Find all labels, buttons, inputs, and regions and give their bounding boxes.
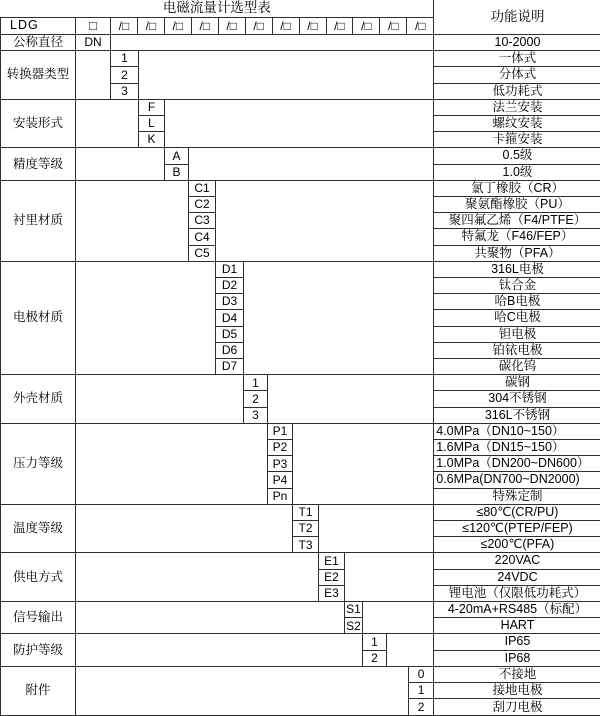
- label-converter-type: 转换器类型: [1, 51, 76, 100]
- code-accuracy-A: A: [165, 148, 189, 164]
- code-lining-C1: C1: [189, 180, 216, 196]
- model-slot-cell: /□: [327, 18, 354, 34]
- spacer: [76, 553, 319, 602]
- code-power-E3: E3: [319, 585, 345, 601]
- code-electrode-D4: D4: [216, 310, 244, 326]
- code-lining-C5: C5: [189, 245, 216, 261]
- spacer: [319, 504, 434, 553]
- desc-converter-1: 一体式: [434, 51, 600, 67]
- code-housing-3: 3: [244, 407, 268, 423]
- desc-protection-2: IP68: [434, 650, 600, 666]
- spacer: [76, 180, 189, 261]
- desc-install-F: 法兰安装: [434, 99, 600, 115]
- desc-install-L: 螺纹安装: [434, 115, 600, 131]
- desc-temperature-T2: ≤120℃(PTEP/FEP): [434, 521, 600, 537]
- spacer: [165, 99, 434, 148]
- spacer: [76, 666, 409, 715]
- desc-lining-C5: 共聚物（PFA）: [434, 245, 600, 261]
- spacer: [76, 148, 165, 180]
- desc-protection-1: IP65: [434, 634, 600, 650]
- code-temperature-T3: T3: [293, 537, 319, 553]
- spacer: [345, 553, 434, 602]
- model-slot-cell: /□: [353, 18, 380, 34]
- desc-power-E1: 220VAC: [434, 553, 600, 569]
- code-pressure-Pn: Pn: [268, 488, 293, 504]
- model-slot-cell: /□: [111, 18, 138, 34]
- code-accessory-0: 0: [409, 666, 434, 682]
- label-lining-material: 衬里材质: [1, 180, 76, 261]
- code-pressure-P3: P3: [268, 456, 293, 472]
- desc-accessory-1: 接地电极: [434, 683, 600, 699]
- spacer: [76, 504, 293, 553]
- spacer: [363, 602, 434, 634]
- desc-lining-C4: 特氟龙（F46/FEP）: [434, 229, 600, 245]
- label-power-supply: 供电方式: [1, 553, 76, 602]
- desc-power-E3: 锂电池（仅限低功耗式）: [434, 585, 600, 601]
- code-electrode-D6: D6: [216, 342, 244, 358]
- code-power-E2: E2: [319, 569, 345, 585]
- code-accuracy-B: B: [165, 164, 189, 180]
- desc-converter-2: 分体式: [434, 67, 600, 83]
- spacer: [216, 180, 434, 261]
- table-title: 电磁流量计选型表: [1, 0, 434, 17]
- code-electrode-D1: D1: [216, 261, 244, 277]
- code-accessory-2: 2: [409, 699, 434, 716]
- code-pressure-P1: P1: [268, 423, 293, 439]
- label-protection-rating: 防护等级: [1, 634, 76, 666]
- label-temperature-rating: 温度等级: [1, 504, 76, 553]
- desc-housing-2: 304不锈钢: [434, 391, 600, 407]
- desc-converter-3: 低功耗式: [434, 83, 600, 99]
- spacer: [268, 375, 434, 424]
- desc-accessory-0: 不接地: [434, 666, 600, 682]
- desc-electrode-D1: 316L电极: [434, 261, 600, 277]
- desc-lining-C3: 聚四氟乙烯（F4/PTFE）: [434, 213, 600, 229]
- spacer: [76, 99, 139, 148]
- desc-temperature-T3: ≤200℃(PFA): [434, 537, 600, 553]
- label-nominal-diameter: 公称直径: [1, 34, 76, 50]
- spacer: [139, 51, 434, 100]
- spacer: [76, 375, 244, 424]
- code-converter-1: 1: [111, 51, 139, 67]
- desc-install-K: 卡箍安装: [434, 132, 600, 148]
- desc-electrode-D4: 哈C电极: [434, 310, 600, 326]
- model-slot-row: [111, 18, 433, 34]
- desc-lining-C1: 氯丁橡胶（CR）: [434, 180, 600, 196]
- desc-pressure-P4: 0.6MPa(DN700~DN2000): [434, 472, 600, 488]
- desc-electrode-D5: 钽电极: [434, 326, 600, 342]
- model-slot-cell: /□: [300, 18, 327, 34]
- code-electrode-D7: D7: [216, 359, 244, 375]
- label-installation-type: 安装形式: [1, 99, 76, 148]
- spacer: [189, 148, 434, 180]
- spacer: [76, 261, 216, 374]
- code-pressure-P2: P2: [268, 440, 293, 456]
- desc-pressure-P3: 1.0MPa（DN200~DN600）: [434, 456, 600, 472]
- code-signal-S1: S1: [346, 602, 361, 617]
- model-slot-cell: /□: [246, 18, 273, 34]
- label-signal-output: 信号输出: [1, 602, 76, 634]
- code-install-F: F: [139, 99, 165, 115]
- code-nominal-diameter-DN: DN: [76, 34, 111, 50]
- desc-accuracy-B: 1.0级: [434, 164, 600, 180]
- desc-electrode-D7: 碳化钨: [434, 359, 600, 375]
- code-accessory-1: 1: [409, 683, 434, 699]
- desc-signal-S1: 4-20mA+RS485（标配）: [434, 602, 600, 618]
- model-slot-cell: /□: [414, 18, 426, 33]
- spacer: [76, 423, 268, 504]
- label-electrode-material: 电极材质: [1, 261, 76, 374]
- spacer: [244, 261, 434, 374]
- code-lining-C2: C2: [189, 196, 216, 212]
- desc-power-E2: 24VDC: [434, 569, 600, 585]
- code-pressure-P4: P4: [268, 472, 293, 488]
- code-power-E1: E1: [319, 553, 345, 569]
- model-slot-cell: /□: [219, 18, 246, 34]
- code-converter-2: 2: [111, 67, 139, 83]
- code-lining-C4: C4: [189, 229, 216, 245]
- desc-housing-3: 316L不锈钢: [434, 407, 600, 423]
- model-box-cell: □: [76, 17, 111, 34]
- code-protection-2: 2: [363, 650, 387, 666]
- code-protection-1: 1: [363, 634, 387, 650]
- code-converter-3: 3: [111, 83, 139, 99]
- model-slot-cell: /□: [165, 18, 192, 34]
- desc-temperature-T1: ≤80℃(CR/PU): [434, 504, 600, 520]
- desc-pressure-P2: 1.6MPa（DN15~150）: [434, 440, 600, 456]
- code-housing-2: 2: [244, 391, 268, 407]
- desc-signal-S2: HART: [434, 618, 600, 634]
- model-slot-cell: /□: [273, 18, 300, 34]
- desc-electrode-D6: 铂铱电极: [434, 342, 600, 358]
- code-electrode-D2: D2: [216, 277, 244, 293]
- function-column-header: 功能说明: [434, 0, 600, 34]
- label-housing-material: 外壳材质: [1, 375, 76, 424]
- model-slot-cell: /□: [192, 18, 219, 34]
- code-electrode-D5: D5: [216, 326, 244, 342]
- desc-accuracy-A: 0.5级: [434, 148, 600, 164]
- model-slot-cell: /□: [138, 18, 165, 34]
- desc-pressure-Pn: 特殊定制: [434, 488, 600, 504]
- desc-electrode-D2: 钛合金: [434, 277, 600, 293]
- desc-lining-C2: 聚氨酯橡胶（PU）: [434, 196, 600, 212]
- spacer: [76, 51, 111, 100]
- spacer: [293, 423, 434, 504]
- label-accessories: 附件: [1, 666, 76, 715]
- spacer: [111, 34, 434, 50]
- model-prefix-cell: LDG: [1, 17, 76, 34]
- code-temperature-T2: T2: [293, 521, 319, 537]
- code-electrode-D3: D3: [216, 294, 244, 310]
- spacer: [76, 602, 345, 634]
- code-install-K: K: [139, 132, 165, 148]
- label-pressure-rating: 压力等级: [1, 423, 76, 504]
- code-housing-1: 1: [244, 375, 268, 391]
- label-accuracy-class: 精度等级: [1, 148, 76, 180]
- desc-nominal-diameter: 10-2000: [434, 34, 600, 50]
- desc-housing-1: 碳钢: [434, 375, 600, 391]
- desc-electrode-D3: 哈B电极: [434, 294, 600, 310]
- model-slot-cell: /□: [380, 18, 407, 34]
- desc-accessory-2: 刮刀电极: [434, 699, 600, 716]
- model-slots: [111, 17, 434, 34]
- code-lining-C3: C3: [189, 213, 216, 229]
- code-signal-S2: S2: [346, 618, 361, 633]
- spacer: [387, 634, 434, 666]
- desc-pressure-P1: 4.0MPa（DN10~150）: [434, 423, 600, 439]
- spacer: [76, 634, 363, 666]
- code-install-L: L: [139, 115, 165, 131]
- code-temperature-T1: T1: [293, 504, 319, 520]
